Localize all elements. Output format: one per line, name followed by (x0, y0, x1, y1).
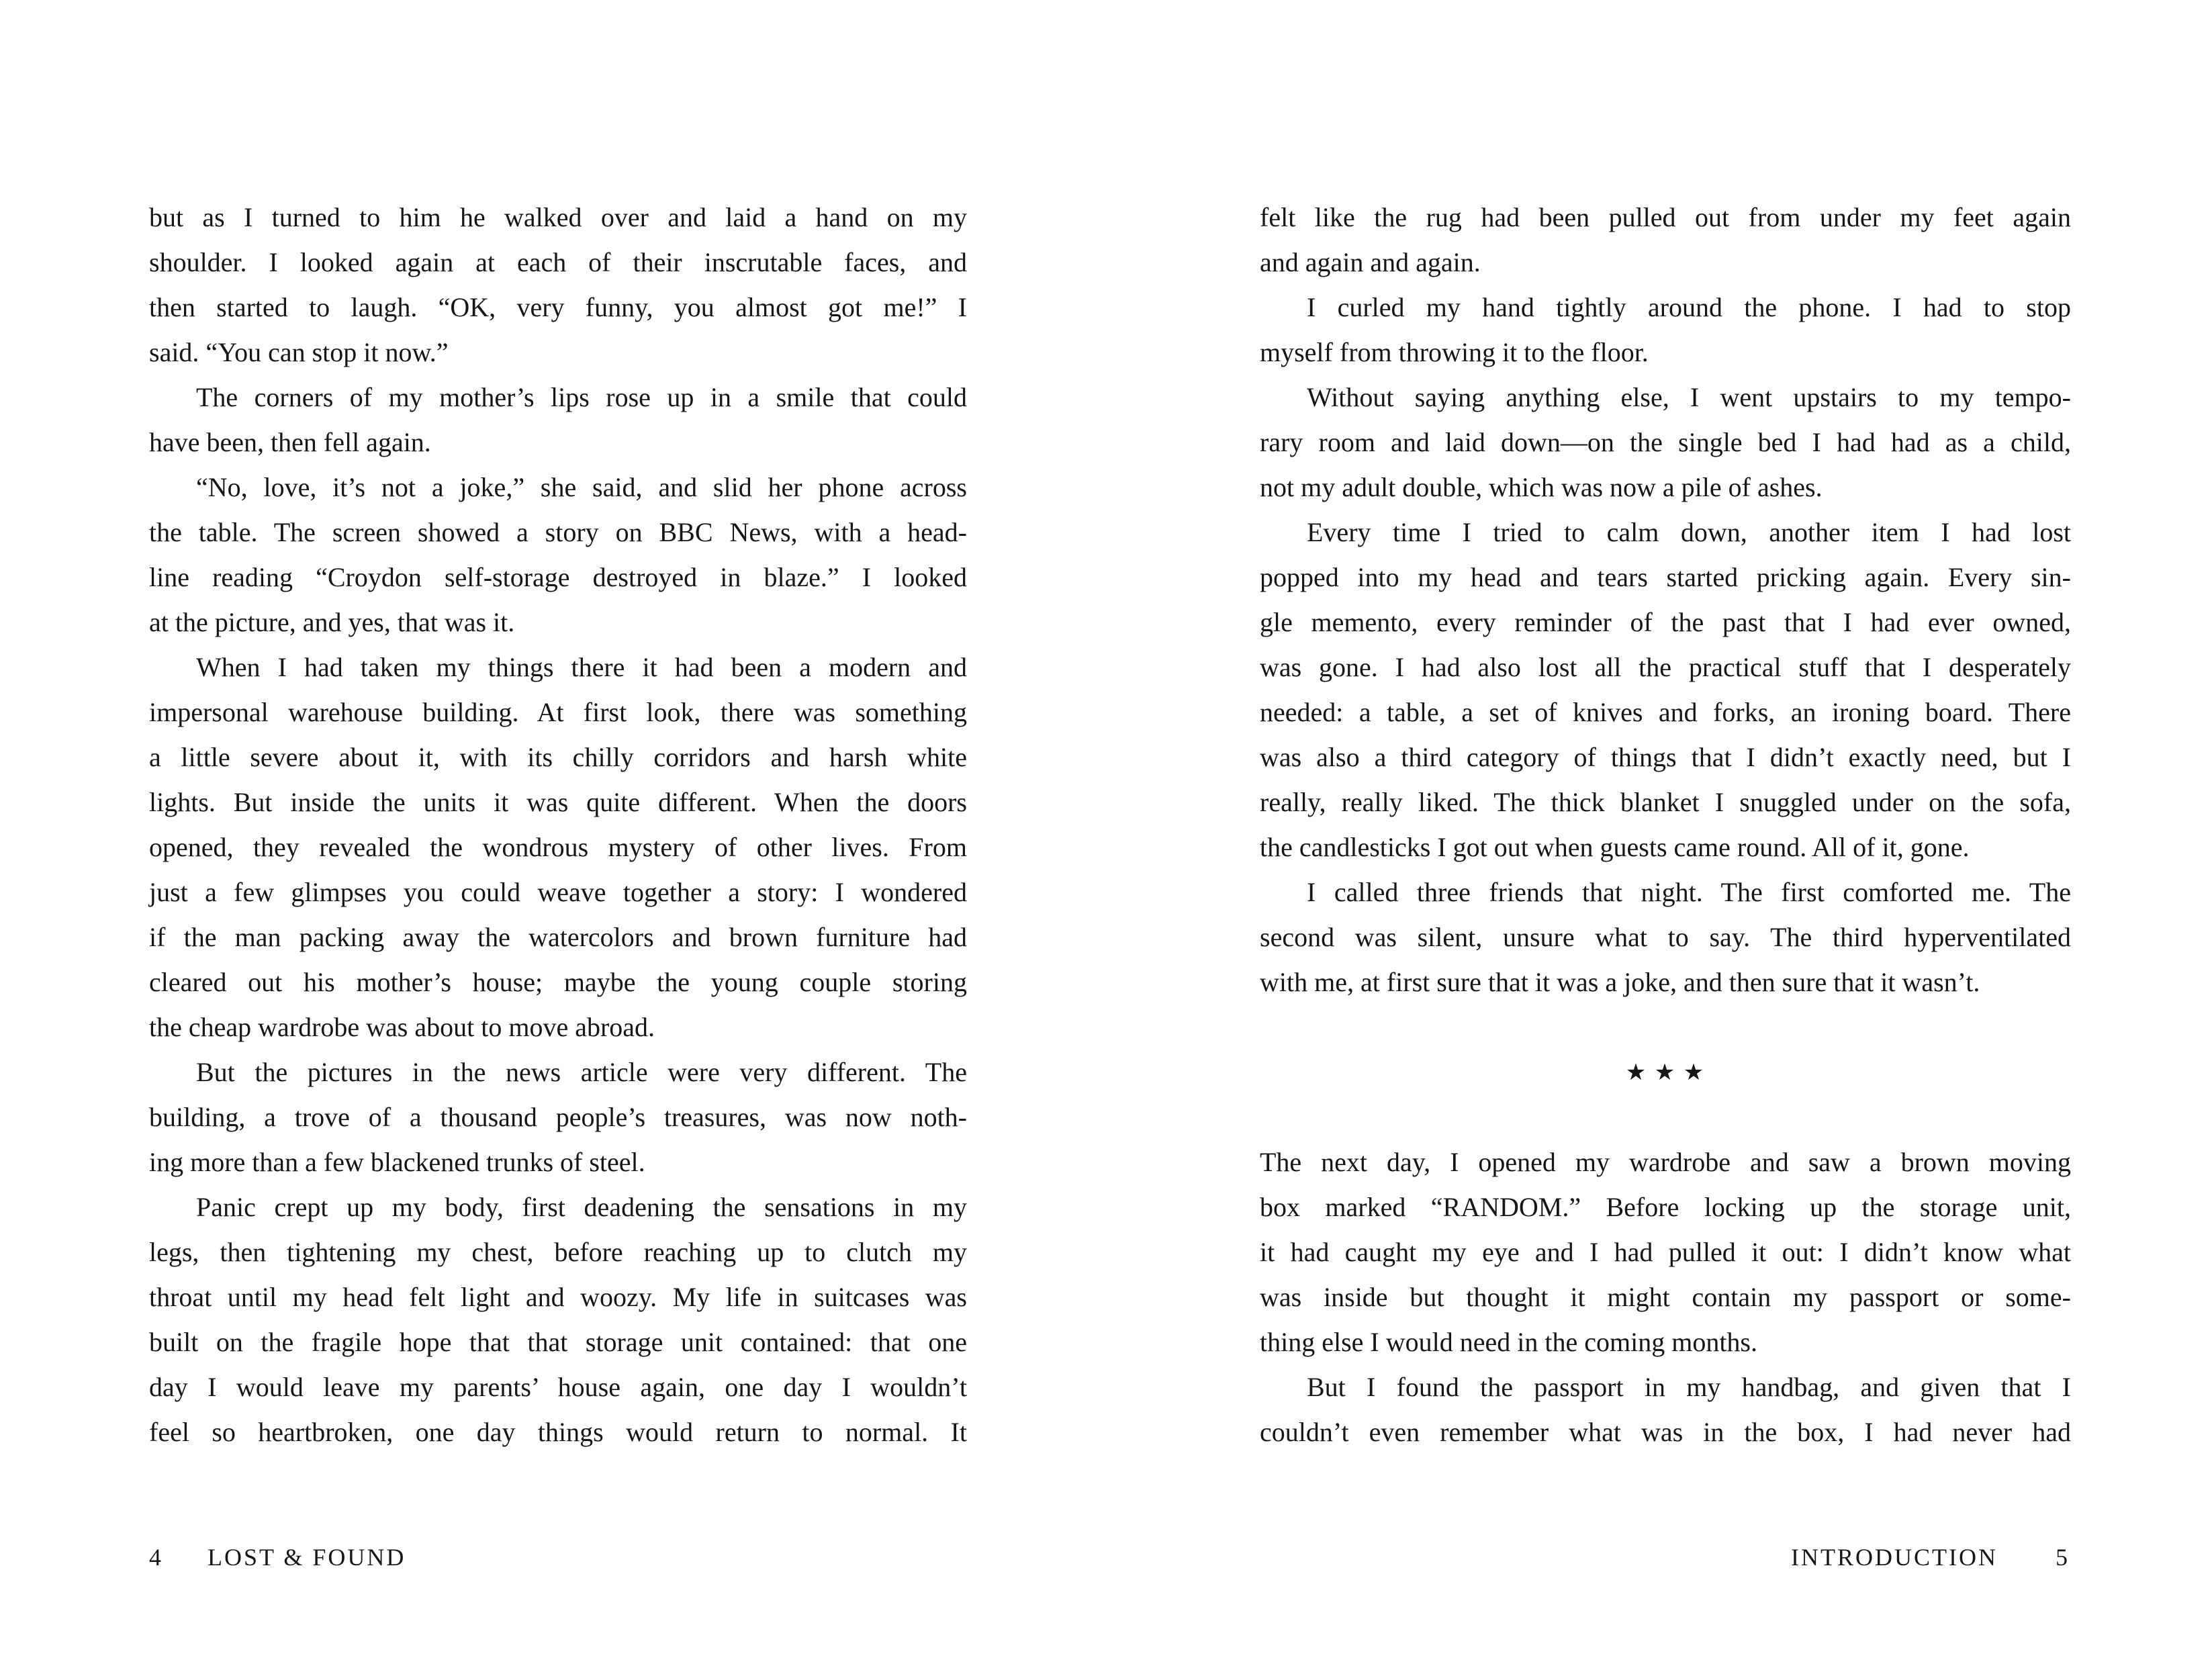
text-line: myself from throwing it to the floor. (1260, 337, 1649, 367)
text-line: said. “You can stop it now.” (149, 337, 449, 367)
text-line: felt like the rug had been pulled out from under my feet again (1260, 202, 2071, 232)
text-line: The next day, I opened my wardrobe and saw a brown moving (1260, 1147, 2071, 1177)
text-line: not my adult double, which was now a pile of ashes. (1260, 472, 1823, 502)
text-line: needed: a table, a set of knives and forks, an ironing board. There (1260, 697, 2071, 727)
text-line: shoulder. I looked again at each of their inscrutable faces, and (149, 247, 967, 277)
text-line: the candlesticks I got out when guests came round. All of it, gone. (1260, 832, 1970, 862)
text-line: thing else I would need in the coming months. (1260, 1327, 1757, 1357)
left-page-text (149, 195, 967, 1454)
text-line: When I had taken my things there it had been a modern and (196, 652, 967, 682)
text-line: box marked “RANDOM.” Before locking up the storage unit, (1260, 1192, 2071, 1222)
text-line: line reading “Croydon self-storage destroyed in blaze.” I looked (149, 562, 967, 592)
text-line: Every time I tried to calm down, another item I had lost (1307, 517, 2071, 547)
text-line: cleared out his mother’s house; maybe the young couple storing (149, 967, 967, 997)
text-line: Without saying anything else, I went upstairs to my tempo- (1307, 382, 2071, 412)
text-line: ing more than a few blackened trunks of steel. (149, 1147, 645, 1177)
right-page-footer (1791, 1543, 2070, 1571)
text-line: a little severe about it, with its chilly corridors and harsh white (149, 742, 967, 772)
text-line: But I found the passport in my handbag, and given that I (1307, 1372, 2071, 1402)
text-line: feel so heartbroken, one day things would return to normal. It (149, 1417, 967, 1447)
text-line: “No, love, it’s not a joke,” she said, and slid her phone across (196, 472, 967, 502)
text-line: then started to laugh. “OK, very funny, you almost got me!” I (149, 292, 967, 322)
text-line: was gone. I had also lost all the practical stuff that I desperately (1260, 652, 2071, 682)
text-line: throat until my head felt light and woozy. My life in suitcases was (149, 1282, 967, 1312)
text-line: at the picture, and yes, that was it. (149, 607, 515, 637)
section-break-stars: ★ ★ ★ (1625, 1060, 1706, 1085)
text-line: couldn’t even remember what was in the box, I had never had (1260, 1417, 2071, 1447)
text-line: Panic crept up my body, first deadening the sensations in my (196, 1192, 967, 1222)
left-page-number: 4 (149, 1544, 163, 1571)
text-line: But the pictures in the news article were very different. The (196, 1057, 967, 1087)
text-line: rary room and laid down—on the single bed I had had as a child, (1260, 427, 2071, 457)
text-line: but as I turned to him he walked over and laid a hand on my (149, 202, 967, 232)
text-line: The corners of my mother’s lips rose up in a smile that could (196, 382, 967, 412)
text-line: the cheap wardrobe was about to move abroad. (149, 1012, 655, 1042)
text-line: second was silent, unsure what to say. The third hyperventilated (1260, 922, 2071, 952)
text-line: with me, at first sure that it was a joke, and then sure that it wasn’t. (1260, 967, 1980, 997)
text-line: day I would leave my parents’ house again, one day I wouldn’t (149, 1372, 967, 1402)
left-running-footer: LOST & FOUND (208, 1544, 406, 1571)
text-line: it had caught my eye and I had pulled it out: I didn’t know what (1260, 1237, 2071, 1267)
right-running-footer: INTRODUCTION (1791, 1544, 1998, 1571)
text-line: I called three friends that night. The first comforted me. The (1307, 877, 2071, 907)
left-page-footer (149, 1543, 406, 1571)
text-line: the table. The screen showed a story on BBC News, with a head- (149, 517, 967, 547)
text-line: and again and again. (1260, 247, 1481, 277)
text-line: gle memento, every reminder of the past that I had ever owned, (1260, 607, 2071, 637)
right-page-number: 5 (2056, 1544, 2070, 1571)
text-line: have been, then fell again. (149, 427, 431, 457)
text-line: impersonal warehouse building. At first look, there was something (149, 697, 967, 727)
text-line: was also a third category of things that I didn’t exactly need, but I (1260, 742, 2071, 772)
right-page-text (1260, 195, 2071, 1454)
text-line: just a few glimpses you could weave together a story: I wondered (149, 877, 967, 907)
text-line: lights. But inside the units it was quite different. When the doors (149, 787, 967, 817)
text-line: legs, then tightening my chest, before reaching up to clutch my (149, 1237, 967, 1267)
text-line: building, a trove of a thousand people’s treasures, was now noth- (149, 1102, 967, 1132)
text-line: opened, they revealed the wondrous mystery of other lives. From (149, 832, 967, 862)
text-line: was inside but thought it might contain my passport or some- (1260, 1282, 2071, 1312)
text-line: really, really liked. The thick blanket I snuggled under on the sofa, (1260, 787, 2071, 817)
text-line: I curled my hand tightly around the phone. I had to stop (1307, 292, 2071, 322)
text-line: if the man packing away the watercolors and brown furniture had (149, 922, 967, 952)
text-line: popped into my head and tears started pricking again. Every sin- (1260, 562, 2071, 592)
text-line: built on the fragile hope that that storage unit contained: that one (149, 1327, 967, 1357)
